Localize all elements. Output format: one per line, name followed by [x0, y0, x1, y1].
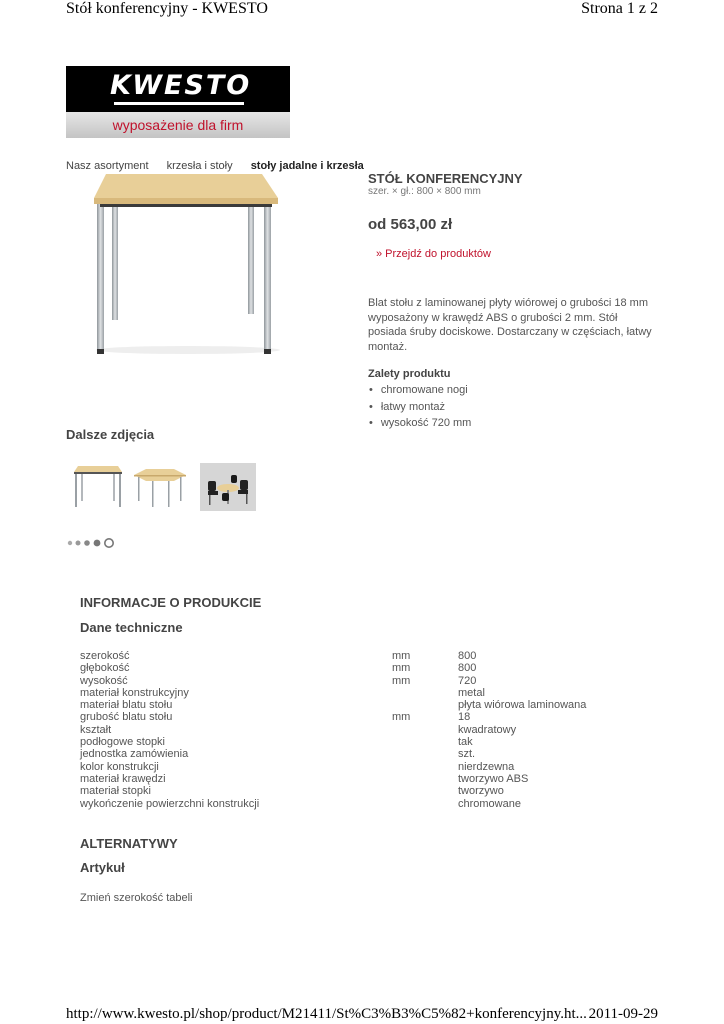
- spec-name: podłogowe stopki: [80, 736, 166, 749]
- spec-name: kolor konstrukcji: [80, 760, 159, 773]
- spec-row: [80, 736, 638, 748]
- spec-row: [80, 761, 638, 773]
- spec-unit: [392, 785, 458, 797]
- spec-row: [80, 773, 638, 785]
- spec-value: tak: [458, 736, 473, 749]
- spec-name: kształt: [80, 723, 112, 736]
- spec-value: 18: [458, 711, 471, 724]
- technical-data-heading: Dane techniczne: [80, 620, 183, 635]
- spec-name: materiał konstrukcyjny: [80, 686, 189, 699]
- change-table-width-link[interactable]: Zmień szerokość tabeli: [80, 892, 193, 904]
- product-main-photo: [90, 172, 286, 356]
- spec-table: [80, 650, 638, 810]
- spec-unit: mm: [392, 662, 411, 675]
- advantage-item: • chromowane nogi: [368, 382, 471, 399]
- spec-name: wykończenie powierzchni konstrukcji: [80, 797, 260, 810]
- spec-value: kwadratowy: [458, 723, 517, 736]
- spec-name: wysokość: [80, 674, 128, 687]
- logo-brand: KWESTO: [110, 70, 252, 101]
- spec-value: tworzywo ABS: [458, 772, 529, 785]
- product-description: Blat stołu z laminowanej płyty wiórowej o grubości 18 mm wyposażony w krawędź ABS o grubości 2 mm. Stół posiada śruby dociskowe. Dostarczany w częściach, łatwy montaż.: [368, 297, 652, 353]
- spec-unit: [392, 773, 458, 785]
- spec-value: nierdzewna: [458, 760, 515, 773]
- breadcrumb-current[interactable]: stoły jadalne i krzesła: [250, 160, 364, 172]
- breadcrumb-item[interactable]: krzesła i stoły: [166, 160, 233, 172]
- thumbnail-table-with-chairs[interactable]: [200, 463, 256, 511]
- spec-unit: mm: [392, 711, 411, 724]
- spec-value: 800: [458, 662, 477, 675]
- spec-value: szt.: [458, 748, 476, 761]
- spec-value: metal: [458, 686, 485, 699]
- spec-name: materiał blatu stołu: [80, 699, 173, 712]
- advantage-item: • łatwy montaż: [368, 399, 471, 416]
- spec-name: grubość blatu stołu: [80, 711, 173, 724]
- spec-name: materiał krawędzi: [80, 772, 166, 785]
- thumbnail-square-table[interactable]: [70, 463, 126, 511]
- spec-row: [80, 699, 638, 711]
- gallery-title: Dalsze zdjęcia: [66, 427, 155, 442]
- spec-unit: [392, 748, 458, 760]
- spec-row: [80, 711, 638, 723]
- spec-name: materiał stopki: [80, 785, 151, 798]
- spec-unit: mm: [392, 674, 411, 687]
- spec-name: głębokość: [80, 662, 130, 675]
- print-header-title: Stół konferencyjny - KWESTO: [66, 0, 268, 17]
- kwesto-logo[interactable]: [66, 66, 290, 138]
- spec-unit: [392, 736, 458, 748]
- product-name: STÓŁ KONFERENCYJNY: [368, 171, 523, 186]
- logo-underline: [114, 102, 244, 105]
- spec-unit: [392, 724, 458, 736]
- spec-row: [80, 662, 638, 674]
- advantages-list: [368, 382, 471, 432]
- product-price: od 563,00 zł: [368, 216, 453, 233]
- spec-unit: mm: [392, 650, 411, 662]
- spec-value: chromowane: [458, 797, 521, 810]
- print-footer-url: http://www.kwesto.pl/shop/product/M21411/St%C3%B3%C5%82+konferencyjny.ht...: [66, 1006, 587, 1022]
- logo-tagline: wyposażenie dla firm: [112, 117, 244, 133]
- spec-row: [80, 724, 638, 736]
- product-dimensions: szer. × gł.: 800 × 800 mm: [368, 186, 481, 197]
- spec-unit: [392, 699, 458, 711]
- gallery-pagination-dots[interactable]: [66, 537, 126, 549]
- spec-name: jednostka zamówienia: [80, 748, 189, 761]
- breadcrumb: [66, 160, 364, 172]
- breadcrumb-item[interactable]: Nasz asortyment: [66, 160, 149, 172]
- spec-value: tworzywo: [458, 785, 504, 798]
- spec-row: [80, 748, 638, 760]
- spec-unit: [392, 761, 458, 773]
- spec-name: szerokość: [80, 650, 130, 662]
- print-footer-date: 2011-09-29: [588, 1006, 658, 1022]
- alternatives-heading: ALTERNATYWY: [80, 836, 178, 851]
- article-heading: Artykuł: [80, 860, 125, 875]
- spec-row: [80, 785, 638, 797]
- go-to-products-link[interactable]: » Przejdź do produktów: [376, 248, 491, 260]
- spec-unit: [392, 687, 458, 699]
- spec-row: [80, 798, 638, 810]
- spec-value: płyta wiórowa laminowana: [458, 699, 587, 712]
- advantages-title: Zalety produktu: [368, 368, 451, 380]
- advantage-item: • wysokość 720 mm: [368, 415, 471, 432]
- spec-row: [80, 650, 638, 662]
- product-info-heading: INFORMACJE O PRODUKCIE: [80, 595, 262, 610]
- spec-value: 800: [458, 650, 477, 662]
- thumbnail-hexagon-table[interactable]: [132, 463, 188, 511]
- spec-row: [80, 687, 638, 699]
- spec-row: [80, 675, 638, 687]
- print-header-page: Strona 1 z 2: [581, 0, 658, 17]
- spec-unit: [392, 798, 458, 810]
- spec-value: 720: [458, 674, 477, 687]
